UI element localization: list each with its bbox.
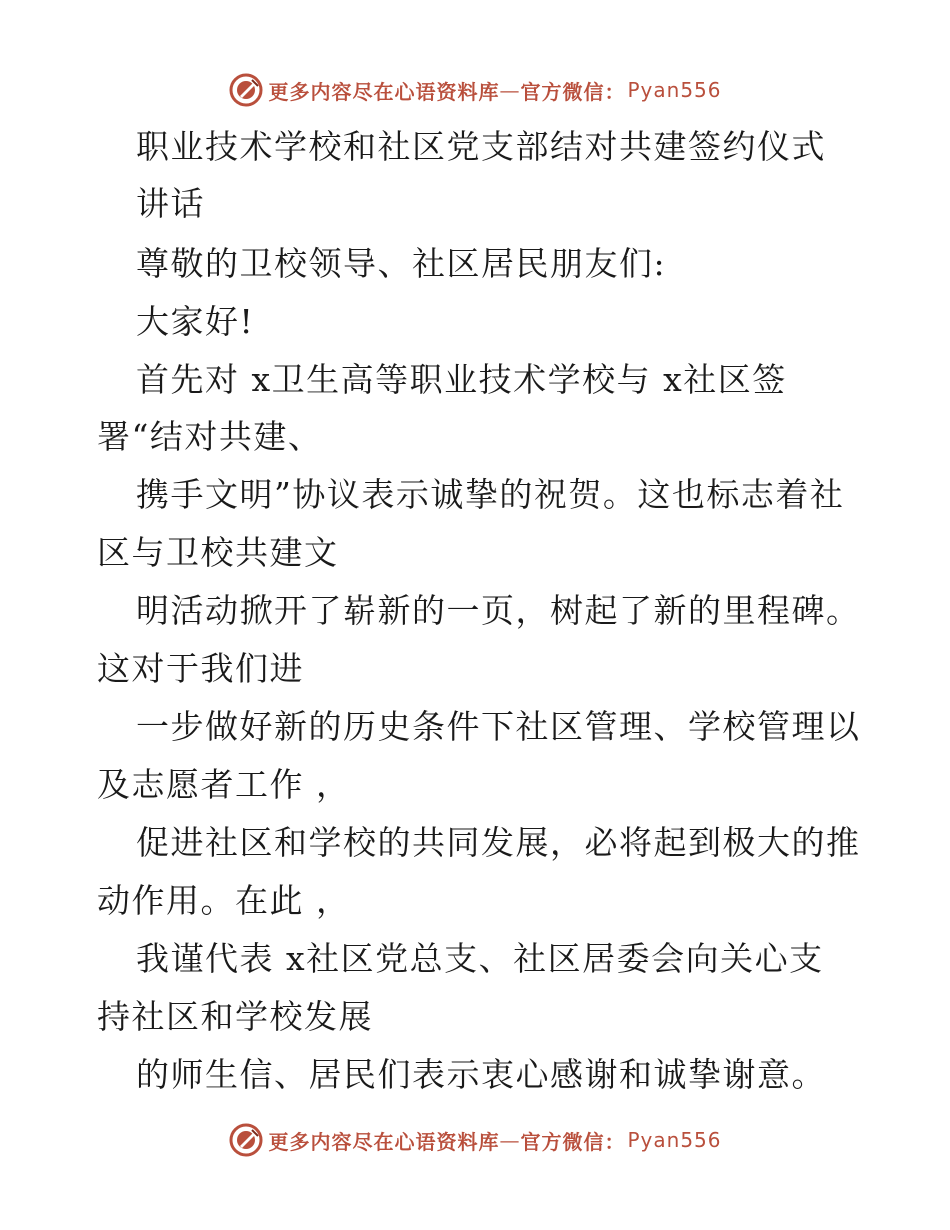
- body-line: 首先对 x卫生高等职业技术学校与 x社区签: [136, 360, 787, 399]
- body-line: 一步做好新的历史条件下社区管理、学校管理以: [136, 707, 861, 746]
- document-title-line-2: 讲话: [136, 184, 205, 223]
- watermark-separator: —: [499, 1128, 521, 1152]
- body-line: 区与卫校共建文: [97, 533, 339, 572]
- body-line: 促进社区和学校的共同发展，必将起到极大的推: [136, 823, 861, 862]
- seal-logo-icon: [228, 1122, 264, 1158]
- header-watermark: [0, 70, 950, 110]
- watermark-official-prefix: 官方微信：: [520, 79, 626, 104]
- body-line: 持社区和学校发展: [97, 997, 373, 1036]
- watermark-handle: Pyan556: [627, 1128, 722, 1152]
- watermark-text: 更多内容尽在心语资料库: [268, 1129, 500, 1154]
- body-line: 及志愿者工作 ，: [97, 765, 351, 804]
- footer-watermark: [0, 1120, 950, 1160]
- seal-logo-icon: [228, 72, 264, 108]
- body-line: 明活动掀开了崭新的一页，树起了新的里程碑。: [136, 591, 861, 630]
- body-line: 我谨代表 x社区党总支、社区居委会向关心支: [136, 939, 824, 978]
- watermark-text: 更多内容尽在心语资料库: [268, 79, 500, 104]
- watermark-handle: Pyan556: [627, 78, 722, 102]
- body-line: 署“结对共建、: [97, 417, 323, 456]
- salutation: 尊敬的卫校领导、社区居民朋友们:: [136, 244, 667, 283]
- watermark-separator: —: [499, 78, 521, 102]
- body-line: 这对于我们进: [97, 649, 304, 688]
- watermark-official-prefix: 官方微信：: [520, 1129, 626, 1154]
- document-title-line-1: 职业技术学校和社区党支部结对共建签约仪式: [136, 127, 826, 166]
- body-line: 动作用。在此 ，: [97, 881, 351, 920]
- body-line: 的师生信、居民们表示衷心感谢和诚挚谢意。: [136, 1055, 826, 1094]
- body-line: 携手文明”协议表示诚挚的祝贺。这也标志着社: [136, 475, 845, 514]
- greeting: 大家好!: [136, 302, 255, 341]
